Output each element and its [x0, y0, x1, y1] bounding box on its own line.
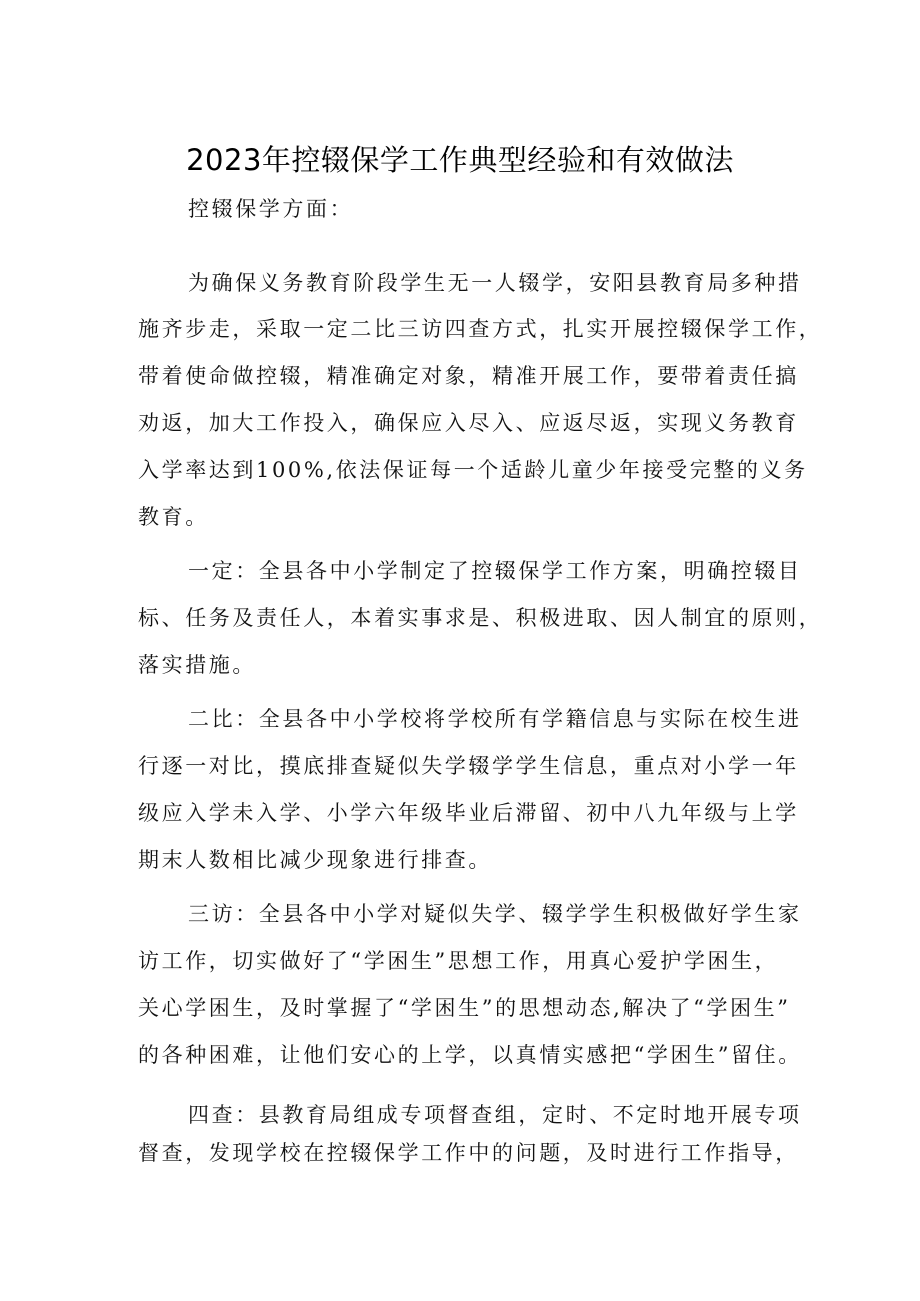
paragraph-line: 教育。: [138, 505, 209, 529]
paragraph-line: 级应入学未入学、小学六年级毕业后滞留、初中八九年级与上学: [138, 801, 799, 825]
paragraph-line: 带着使命做控辍，精准确定对象，精准开展工作，要带着责任搞: [138, 364, 799, 388]
paragraph-line: 三访：全县各中小学对疑似失学、辍学学生积极做好学生家: [188, 902, 802, 926]
paragraph-line: 二比：全县各中小学校将学校所有学籍信息与实际在校生进: [188, 707, 802, 731]
paragraph-line: 为确保义务教育阶段学生无一人辍学，安阳县教育局多种措: [188, 271, 802, 295]
paragraph-line: 入学率达到100%,依法保证每一个适龄儿童少年接受完整的义务: [138, 458, 808, 482]
section-heading: 控辍保学方面：: [188, 197, 354, 221]
paragraph-line: 访工作，切实做好了“学困生”思想工作，用真心爱护学困生，: [138, 949, 779, 973]
paragraph-line: 一定：全县各中小学制定了控辍保学工作方案，明确控辍目: [188, 559, 802, 583]
paragraph-line: 督查，发现学校在控辍保学工作中的问题，及时进行工作指导，: [138, 1141, 799, 1165]
paragraph-line: 四查：县教育局组成专项督查组，定时、不定时地开展专项: [188, 1103, 802, 1127]
paragraph-line: 的各种困难，让他们安心的上学，以真情实感把“学困生”留住。: [138, 1043, 802, 1067]
paragraph-line: 劝返，加大工作投入，确保应入尽入、应返尽返，实现义务教育: [138, 411, 799, 435]
paragraph-line: 期末人数相比减少现象进行排查。: [138, 848, 492, 872]
paragraph-line: 施齐步走，采取一定二比三访四查方式，扎实开展控辍保学工作，: [138, 317, 823, 341]
paragraph-line: 关心学困生，及时掌握了“学困生”的思想动态,解决了“学困生”: [138, 996, 791, 1020]
paragraph-line: 落实措施。: [138, 653, 256, 677]
paragraph-line: 标、任务及责任人，本着实事求是、积极进取、因人制宜的原则，: [138, 606, 823, 630]
document-title: 2023年控辍保学工作典型经验和有效做法: [186, 143, 734, 177]
paragraph-line: 行逐一对比，摸底排查疑似失学辍学学生信息，重点对小学一年: [138, 754, 799, 778]
